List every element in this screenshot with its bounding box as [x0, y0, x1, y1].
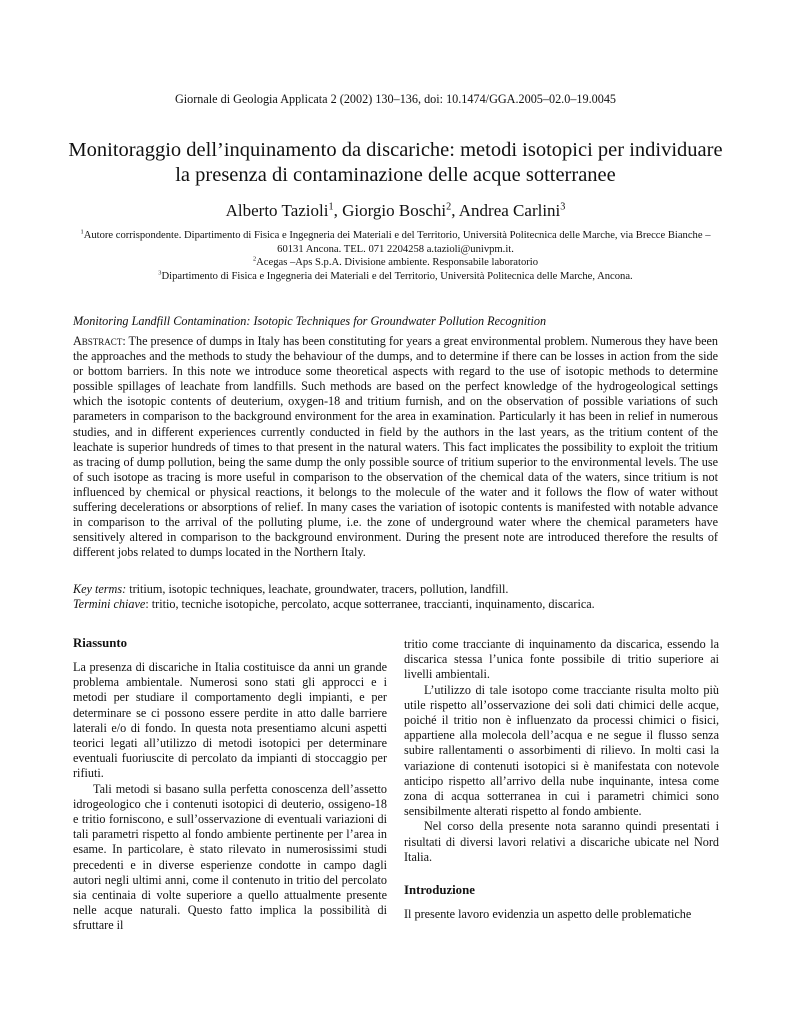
- abstract-text: : The presence of dumps in Italy has been constituting for years a great environmental problem. Numerous they have been the approaches and the methods to study the behaviour of the dumps, and to determine if there can be losses in action from the side or bottom barriers. In this note we introduce some theoretical aspects with regard to the use of isotopic methods to determine possible spillages of leachate from landfills. Such methods are based on the perfect knowledge of the hydrogeological settings which the isotopic contents of deuterium, oxygen-18 and tritium furnish, and on the observation of possible variations of such parameters in comparison to the background environment for the area in examination. Particularly it has been in relief in numerous studies, and in different experiences currently conducted in field by the authors in the last years, as the tritium content of the leachate is superior hundreds of times to that present in the natural waters. This fact implicates the possibility to exploit the tritium as tracing of dump pollution, being the same dump the only possible source of tritium superior to the environmental levels. The use of such isotope as tracing is more useful in comparison to the observation of the chemical data of the waters, since tritium is not influenced by chemical or physical reactions, it belongs to the molecule of the water and it follows the flow of water without suffering decelerations or absorptions of relief. In many cases the variation of isotopic contents is manifested with notable advance in comparison to the arrival of the polluting plume, i.e. the zone of underground water where the chemical parameters have sensitively altered in comparison to the background environment. During the present note are introduced therefore the results of different jobs related to dumps located in the Northern Italy.: [73, 334, 718, 560]
- author-affil-mark: 3: [560, 201, 566, 213]
- abstract: [73, 334, 718, 560]
- paragraph: L’utilizzo di tale isotopo come tracciante risulta molto più utile rispetto all’osservazione dei soli dati chimici delle acque, poiché il tritio non è influenzato da processi chimici o fisici, appartiene alla molecola dell’acqua e ne segue il flusso senza subire rallentamenti o assorbimenti di rilievo. In molti casi la variazione di contenuti isotopici si è manifestata con notevole anticipo rispetto all’arrivo della nube inquinante, intesa come zona di acqua sotterranea in cui i parametri chimici sono sensibilmente alterati rispetto al fondo ambiente.: [404, 682, 719, 819]
- right-column: [404, 637, 719, 922]
- paragraph: Tali metodi si basano sulla perfetta conoscenza dell’assetto idrogeologico che i contenuti isotopici di deuterio, ossigeno-18 e tritio forniscono, e sull’osservazione di eventuali variazioni di tali parametri rispetto al fondo ambiente pertinente per l’area in esame. In particolare, è stato rilevato in numerosissimi studi precedenti e in diverse esperienze condotte in campo dagli autori negli ultimi anni, come il contenuto in tritio del percolato sia centinaia di volte superiore a quello attualmente presente nelle acque naturali. Questo fatto implica la possibilità di sfruttare il: [73, 781, 387, 933]
- paper-title: Monitoraggio dell’inquinamento da discariche: metodi isotopici per individuare la presenza di contaminazione delle acque sotterranee: [68, 139, 723, 186]
- author-affil-mark: 1: [328, 201, 334, 213]
- affiliation-mark: 3: [158, 268, 162, 276]
- keywords: [73, 582, 723, 613]
- affiliation: [70, 270, 721, 284]
- abstract-label: Abstract: [73, 334, 123, 348]
- affiliations: [70, 229, 721, 283]
- termini-chiave-text: : tritio, tecniche isotopiche, percolato, acque sotterranee, traccianti, inquinamento, discarica.: [145, 597, 595, 612]
- section-heading-riassunto: Riassunto: [73, 636, 128, 650]
- paragraph: tritio come tracciante di inquinamento da discarica, essendo la discarica stessa l’unica fonte possibile di tritio superiore ai livelli ambientali.: [404, 637, 719, 682]
- left-column: [73, 636, 387, 934]
- author-name: Andrea Carlini: [458, 201, 561, 220]
- author-name: Giorgio Boschi: [342, 201, 447, 220]
- section-heading-introduzione: Introduzione: [404, 883, 475, 898]
- termini-chiave: [73, 597, 723, 612]
- author-separator: ,: [451, 201, 459, 220]
- author-list: [0, 201, 791, 221]
- paragraph: La presenza di discariche in Italia costituisce da anni un grande problema ambientale. Numerosi sono stati gli approcci e i metodi per studiare il comportamento degli impianti, e per determinare se ci possono essere perdite in atto dalle barriere laterali e/o di fondo. In questa nota presentiamo alcuni aspetti teorici legati all’utilizzo di metodi isotopici per determinare eventuali fuoriuscite di percolato da impianti di stoccaggio per rifiuti.: [73, 660, 387, 781]
- key-terms: [73, 582, 723, 597]
- key-terms-text: tritium, isotopic techniques, leachate, groundwater, tracers, pollution, landfill.: [126, 582, 509, 596]
- termini-chiave-label: Termini chiave: [73, 597, 146, 612]
- author-separator: ,: [333, 201, 343, 220]
- paragraph: Nel corso della presente nota saranno quindi presentati i risultati di diversi lavori relativi a discariche ubicate nel Nord Italia.: [404, 819, 719, 864]
- affiliation-text: Acegas –Aps S.p.A. Divisione ambiente. Responsabile laboratorio: [256, 257, 539, 268]
- paragraph: Il presente lavoro evidenzia un aspetto delle problematiche: [404, 907, 692, 922]
- affiliation-text: Dipartimento di Fisica e Ingegneria dei Materiali e del Territorio, Università Politecnica delle Marche, Ancona.: [161, 270, 633, 282]
- author-name: Alberto Tazioli: [225, 201, 329, 220]
- author-affil-mark: 2: [446, 201, 452, 213]
- affiliation: [70, 256, 721, 270]
- affiliation-mark: 1: [80, 228, 84, 236]
- affiliation-text: Autore corrispondente. Dipartimento di Fisica e Ingegneria dei Materiali e del Territorio, Università Politecnica delle Marche, via Brecce Bianche – 60131 Ancona. TEL. 071 2204258 a.tazioli@univpm.it.: [83, 230, 711, 255]
- journal-citation: Giornale di Geologia Applicata 2 (2002) 130–136, doi: 10.1474/GGA.2005–02.0–19.0045: [174, 92, 617, 106]
- english-title: Monitoring Landfill Contamination: Isotopic Techniques for Groundwater Pollution Recognition: [73, 314, 547, 328]
- key-terms-label: Key terms:: [73, 582, 127, 596]
- affiliation: [70, 229, 721, 256]
- affiliation-mark: 2: [252, 255, 257, 263]
